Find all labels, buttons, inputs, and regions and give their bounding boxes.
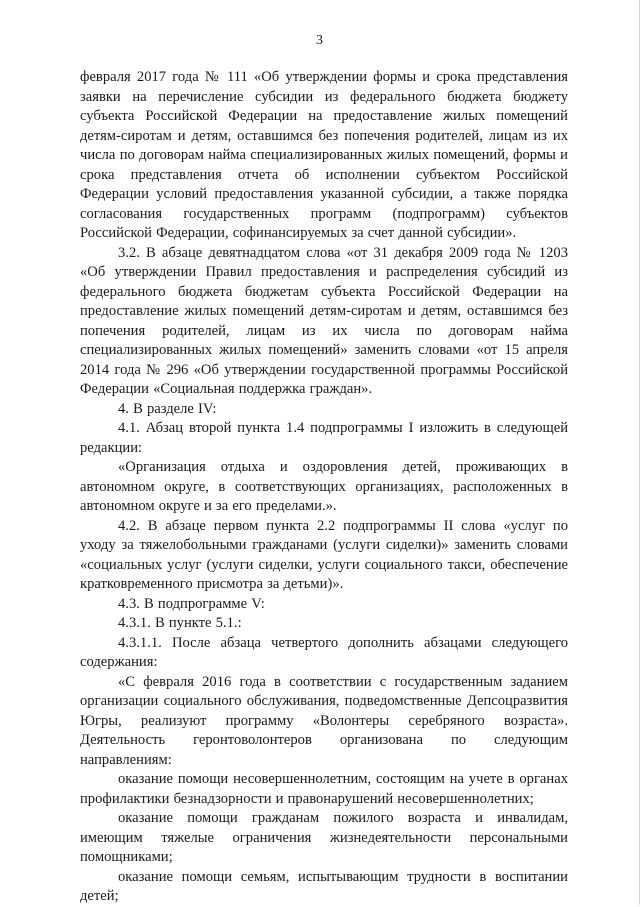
paragraph-list-item-minors: оказание помощи несовершеннолетним, состоящим на учете в органах профилактики безнадзорности и правонарушений несовершеннолетних; (80, 771, 568, 807)
paragraph-4-2: 4.2. В абзаце первом пункта 2.2 подпрограммы II слова «услуг по уходу за тяжелобольными гражданами (услуги сиделки)» заменить словами «социальных услуг (услуги сиделки, услуги социального такси, обеспечение кратковременного присмотра за детьми)». (80, 517, 568, 592)
paragraph-volunteers: «С февраля 2016 года в соответствии с государственным заданием организации социального обслуживания, подведомственные Депсоцразвития Югры, реализуют программу «Волонтеры серебряного возраста». Деятельность геронтоволонтеров организована по следующим направлениям: (80, 673, 568, 768)
paragraph-4-3-1-1: 4.3.1.1. После абзаца четвертого дополнить абзацами следующего содержания: (80, 634, 568, 670)
paragraph-4-3-1: 4.3.1. В пункте 5.1.: (118, 615, 242, 631)
document-body (80, 68, 568, 907)
paragraph-section-4: 4. В разделе IV: (118, 400, 217, 417)
paragraph-4-3: 4.3. В подпрограмме V: (118, 595, 265, 612)
paragraph-list-item-elderly: оказание помощи гражданам пожилого возраста и инвалидам, имеющим тяжелые ограничения жизнедеятельности персональными помощниками; (80, 810, 568, 865)
page-number: 3 (316, 33, 323, 48)
paragraph-3-2: 3.2. В абзаце девятнадцатом слова «от 31 декабря 2009 года № 1203 «Об утверждении Правил предоставления и распределения субсидий из федерального бюджета бюджетам субъекта Российской Федерации на предоставление жилых помещений детям-сиротам и детям, оставшимся без попечения родителей, лицам из их числа по договорам найма специализированных жилых помещений» заменить словами «от 15 апреля 2014 года № 296 «Об утверждении государственной программы Российской Федерации «Социальная поддержка граждан». (80, 244, 568, 397)
paragraph-continuation: февраля 2017 года № 111 «Об утверждении формы и срока представления заявки на перечисление субсидии из федерального бюджета бюджету субъекта Российской Федерации на предоставление жилых помещений детям-сиротам и детям, оставшимся без попечения родителей, лицам из их числа по договорам найма специализированных жилых помещений, формы и срока представления отчета об исполнении субъектом Российской Федерации условий предоставления указанной субсидии, а также порядка согласования государственных программ (подпрограмм) субъектов Российской Федерации, софинансируемых за счет данной субсидии». (80, 69, 568, 241)
paragraph-4-1: 4.1. Абзац второй пункта 1.4 подпрограммы I изложить в следующей редакции: (80, 420, 568, 456)
paragraph-list-item-families: оказание помощи семьям, испытывающим трудности в воспитании детей; (80, 868, 568, 904)
paragraph-4-1-text: «Организация отдыха и оздоровления детей, проживающих в автономном округе, в соответствующих организациях, расположенных в автономном округе и за его пределами.». (80, 459, 568, 514)
